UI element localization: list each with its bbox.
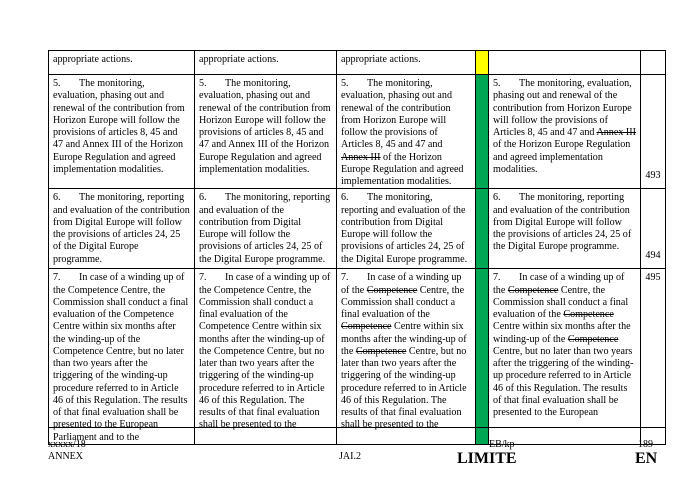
row-2-col-4 — [489, 75, 641, 189]
paragraph-text: In case of a winding up of the Competence Centre, the Commission shall conduct a final evaluation of the Competence Centre within six months after the winding-up of the Competence Centre, but no later than two years after the triggering of the winding-up procedure referred to in Article 46 of this Regulation. The results of that final evaluation shall be presented to the European Parliament and to the — [53, 272, 189, 443]
paragraph-text: Centre, but no later than two years after the triggering of the winding-up procedure referred to in Article 46 of this Regulation. The results of that final evaluation shall be presented to the — [341, 345, 467, 431]
table-row — [49, 51, 666, 75]
limite-marking: LIMITE — [457, 450, 517, 467]
paragraph-number: 6. — [199, 192, 207, 204]
row-1-number — [641, 51, 666, 75]
row-1-col-4 — [489, 51, 641, 75]
paragraph-text: Centre, the Commission shall conduct a final evaluation of the — [341, 284, 465, 320]
paragraph-text: Centre within six months after the winding-up of the — [493, 321, 631, 345]
struck-text: Competence — [507, 284, 559, 296]
paragraph-number: 7. — [493, 272, 501, 284]
paragraph-number: 7. — [53, 272, 61, 284]
row-1-col-1: appropriate actions. — [49, 51, 195, 75]
status-marker-yellow — [476, 51, 489, 75]
row-3-col-1 — [49, 189, 195, 269]
row-4-col-1 — [49, 269, 195, 445]
paragraph-text: of the Horizon Europe Regulation and agreed implementation modalities. — [493, 139, 631, 175]
paragraph-number: 5. — [493, 78, 501, 89]
row-2-number: 493 — [641, 75, 666, 189]
row-3-col-3 — [337, 189, 476, 269]
footer-divider — [48, 427, 665, 428]
paragraph-number: 6. — [341, 192, 349, 204]
struck-text: Competence — [341, 321, 392, 333]
row-4-col-4 — [489, 269, 641, 445]
paragraph-number: 5. — [341, 78, 349, 89]
struck-text: Competence — [563, 309, 614, 320]
paragraph-text: In case of a winding up of the Competence Centre, the Commission shall conduct a final evaluation of the Competence Centre within six months after the winding-up of the Competence Centre, but no later than two years after the triggering of the winding-up procedure referred to in Article 46 of this Regulation. The results of that final evaluation shall be presented to the — [199, 272, 331, 431]
paragraph-text: The monitoring, evaluation, phasing out and renewal of the contribution from Horizon Europe will follow the provisions of articles 8, 45 and 47 and Annex III of the Horizon Europe Regulation and agreed implementation modalities. — [199, 78, 331, 175]
paragraph-text: The monitoring, evaluation, phasing out and renewal of the contribution from Horizon Europe will follow the provisions of articles 8, 45 and 47 and Annex III of the Horizon Europe Regulation and agreed implementation modalities. — [53, 78, 185, 175]
paragraph-text: Centre within six months after the winding-up of the — [341, 321, 467, 357]
row-3-number: 494 — [641, 189, 666, 269]
paragraph-text: The monitoring, evaluation, phasing out and renewal of the contribution from Horizon Europe will follow the provisions of Articles 8, 45 and 47 and — [341, 78, 453, 151]
paragraph-number: 7. — [199, 272, 207, 284]
row-2-col-1 — [49, 75, 195, 189]
paragraph-number: 7. — [341, 272, 349, 284]
status-marker-green — [476, 75, 489, 189]
status-marker-green — [476, 189, 489, 269]
row-4-col-2 — [195, 269, 337, 445]
page-footer — [48, 427, 665, 487]
row-3-col-2 — [195, 189, 337, 269]
paragraph-text: In case of a winding up of the — [341, 272, 462, 296]
language-code: EN — [635, 450, 658, 467]
paragraph-text: The monitoring, reporting and evaluation of the contribution from Digital Europe will follow the provisions of articles 24, 25 of the Digital Europe programme. — [53, 192, 190, 265]
paragraph-number: 6. — [493, 192, 501, 204]
paragraph-text: The monitoring, reporting and evaluation of the contribution from Digital Europe will follow the provisions of articles 24, 25 of the Digital Europe programme. — [341, 192, 468, 265]
paragraph-text: of the Horizon Europe Regulation and agreed implementation modalities. — [341, 151, 464, 187]
paragraph-number: 6. — [53, 192, 61, 204]
row-1-col-3: appropriate actions. — [337, 51, 476, 75]
struck-text: Competence — [567, 333, 619, 345]
row-3-col-4 — [489, 189, 641, 269]
paragraph-text: The monitoring, evaluation, phasing out and renewal of the contribution from Horizon Europe will follow the provisions of Articles 8, 45 and 47 and — [493, 78, 632, 138]
department-code: JAI.2 — [339, 451, 361, 462]
struck-text: Annex III — [341, 151, 381, 163]
annex-label: ANNEX — [48, 451, 83, 462]
paragraph-number: 5. — [53, 78, 61, 89]
paragraph-text: The monitoring, reporting and evaluation of the contribution from Digital Europe will follow the provisions of articles 24, 25 of the Digital Europe programme. — [493, 192, 632, 253]
row-2-col-3 — [337, 75, 476, 189]
table-row — [49, 189, 666, 269]
paragraph-text: Centre, but no later than two years after the triggering of the winding-up procedure referred to in Article 46 of this Regulation. The results of that final evaluation shall be presented to the European — [493, 345, 634, 418]
struck-text: Competence — [355, 345, 407, 357]
comparison-table — [48, 50, 666, 445]
table-row — [49, 269, 666, 445]
status-marker-green — [476, 269, 489, 445]
row-2-col-2 — [195, 75, 337, 189]
struck-text: Annex III — [596, 127, 636, 138]
row-1-col-2: appropriate actions. — [195, 51, 337, 75]
paragraph-number: 5. — [199, 78, 207, 89]
doc-reference: xxxxx/18 — [48, 439, 86, 450]
table-row — [49, 75, 666, 189]
paragraph-text: In case of a winding up of the — [493, 272, 625, 296]
row-4-col-3 — [337, 269, 476, 445]
row-4-number: 495 — [641, 269, 666, 445]
paragraph-text: The monitoring, reporting and evaluation of the contribution from Digital Europe will follow the provisions of articles 24, 25 of the Digital Europe programme. — [199, 192, 331, 265]
author-initials: EB/kp — [489, 439, 515, 450]
paragraph-text: Centre, the Commission shall conduct a final evaluation of the — [493, 284, 629, 320]
page-number: 189 — [638, 439, 653, 450]
struck-text: Competence — [366, 284, 418, 296]
